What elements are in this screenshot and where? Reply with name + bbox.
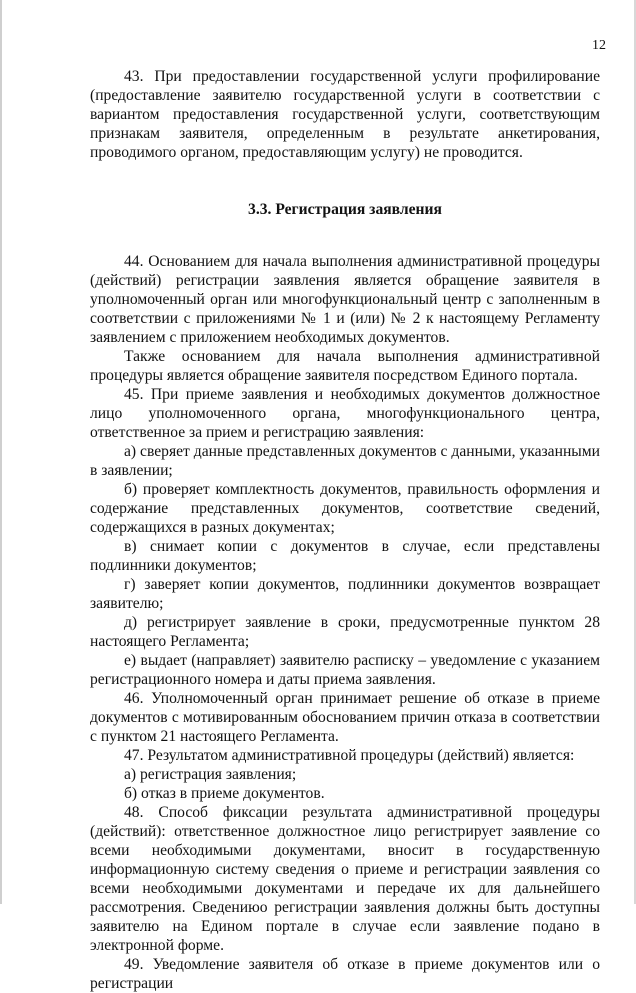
page-number: 12: [592, 38, 606, 53]
paragraph-49: 49. Уведомление заявителя об отказе в приеме документов или о регистрации: [90, 956, 600, 992]
section-title: 3.3. Регистрация заявления: [248, 201, 442, 218]
paragraph-45-a: а) сверяет данные представленных документов с данными, указанными в заявлении;: [90, 443, 600, 479]
scan-edge-left: [0, 0, 2, 904]
paragraph-44-also: Также основанием для начала выполнения административной процедуры является обращение заявителя посредством Единого портала.: [90, 348, 600, 384]
paragraph-45-v: в) снимает копии с документов в случае, если представлены подлинники документов;: [90, 538, 600, 574]
paragraph-44: 44. Основанием для начала выполнения административной процедуры (действий) регистрации заявления является обращение заявителя в уполномоченный орган или многофункциональный центр с заполненным в соответствии с приложениями № 1 и (или) № 2 к настоящему Регламенту заявлением с приложением необходимых документов.: [90, 253, 600, 346]
paragraph-45-e: е) выдает (направляет) заявителю расписку – уведомление с указанием регистрационного номера и даты приема заявления.: [90, 652, 600, 688]
paragraph-45-d: д) регистрирует заявление в сроки, предусмотренные пунктом 28 настоящего Регламента;: [90, 614, 600, 650]
paragraph-46: 46. Уполномоченный орган принимает решение об отказе в приеме документов с мотивированным обоснованием причин отказа в соответствии с пунктом 21 настоящего Регламента.: [90, 690, 600, 745]
paragraph-45: 45. При приеме заявления и необходимых документов должностное лицо уполномоченного органа, многофункционального центра, ответственное за прием и регистрацию заявления:: [90, 386, 600, 441]
paragraph-47-b: б) отказ в приеме документов.: [124, 785, 325, 802]
paragraph-47-a: а) регистрация заявления;: [124, 766, 297, 783]
paragraph-45-b: б) проверяет комплектность документов, правильность оформления и содержание представленных документов, соответствие сведений, содержащихся в разных документах;: [90, 481, 600, 536]
paragraph-48: 48. Способ фиксации результата административной процедуры (действий): ответственное должностное лицо регистрирует заявление со всеми необходимыми документами, вносит в государственную информационную систему сведения о приеме и регистрации заявления со всеми необходимыми документами и передаче их для дальнейшего рассмотрения. Сведениюо регистрации заявления должны быть доступны заявителю на Едином портале в случае если заявление подано в электронной форме.: [90, 804, 600, 954]
document-body: [90, 67, 600, 993]
paragraph-45-g: г) заверяет копии документов, подлинники документов возвращает заявителю;: [90, 576, 600, 612]
paragraph-43: 43. При предоставлении государственной услуги профилирование (предоставление заявителю государственной услуги в соответствии с вариантом предоставления государственной услуги, соответствующим признакам заявителя, определенным в результате анкетирования, проводимого органом, предоставляющим услугу) не проводится.: [90, 68, 600, 161]
paragraph-47: 47. Результатом административной процедуры (действий) является:: [124, 747, 575, 764]
